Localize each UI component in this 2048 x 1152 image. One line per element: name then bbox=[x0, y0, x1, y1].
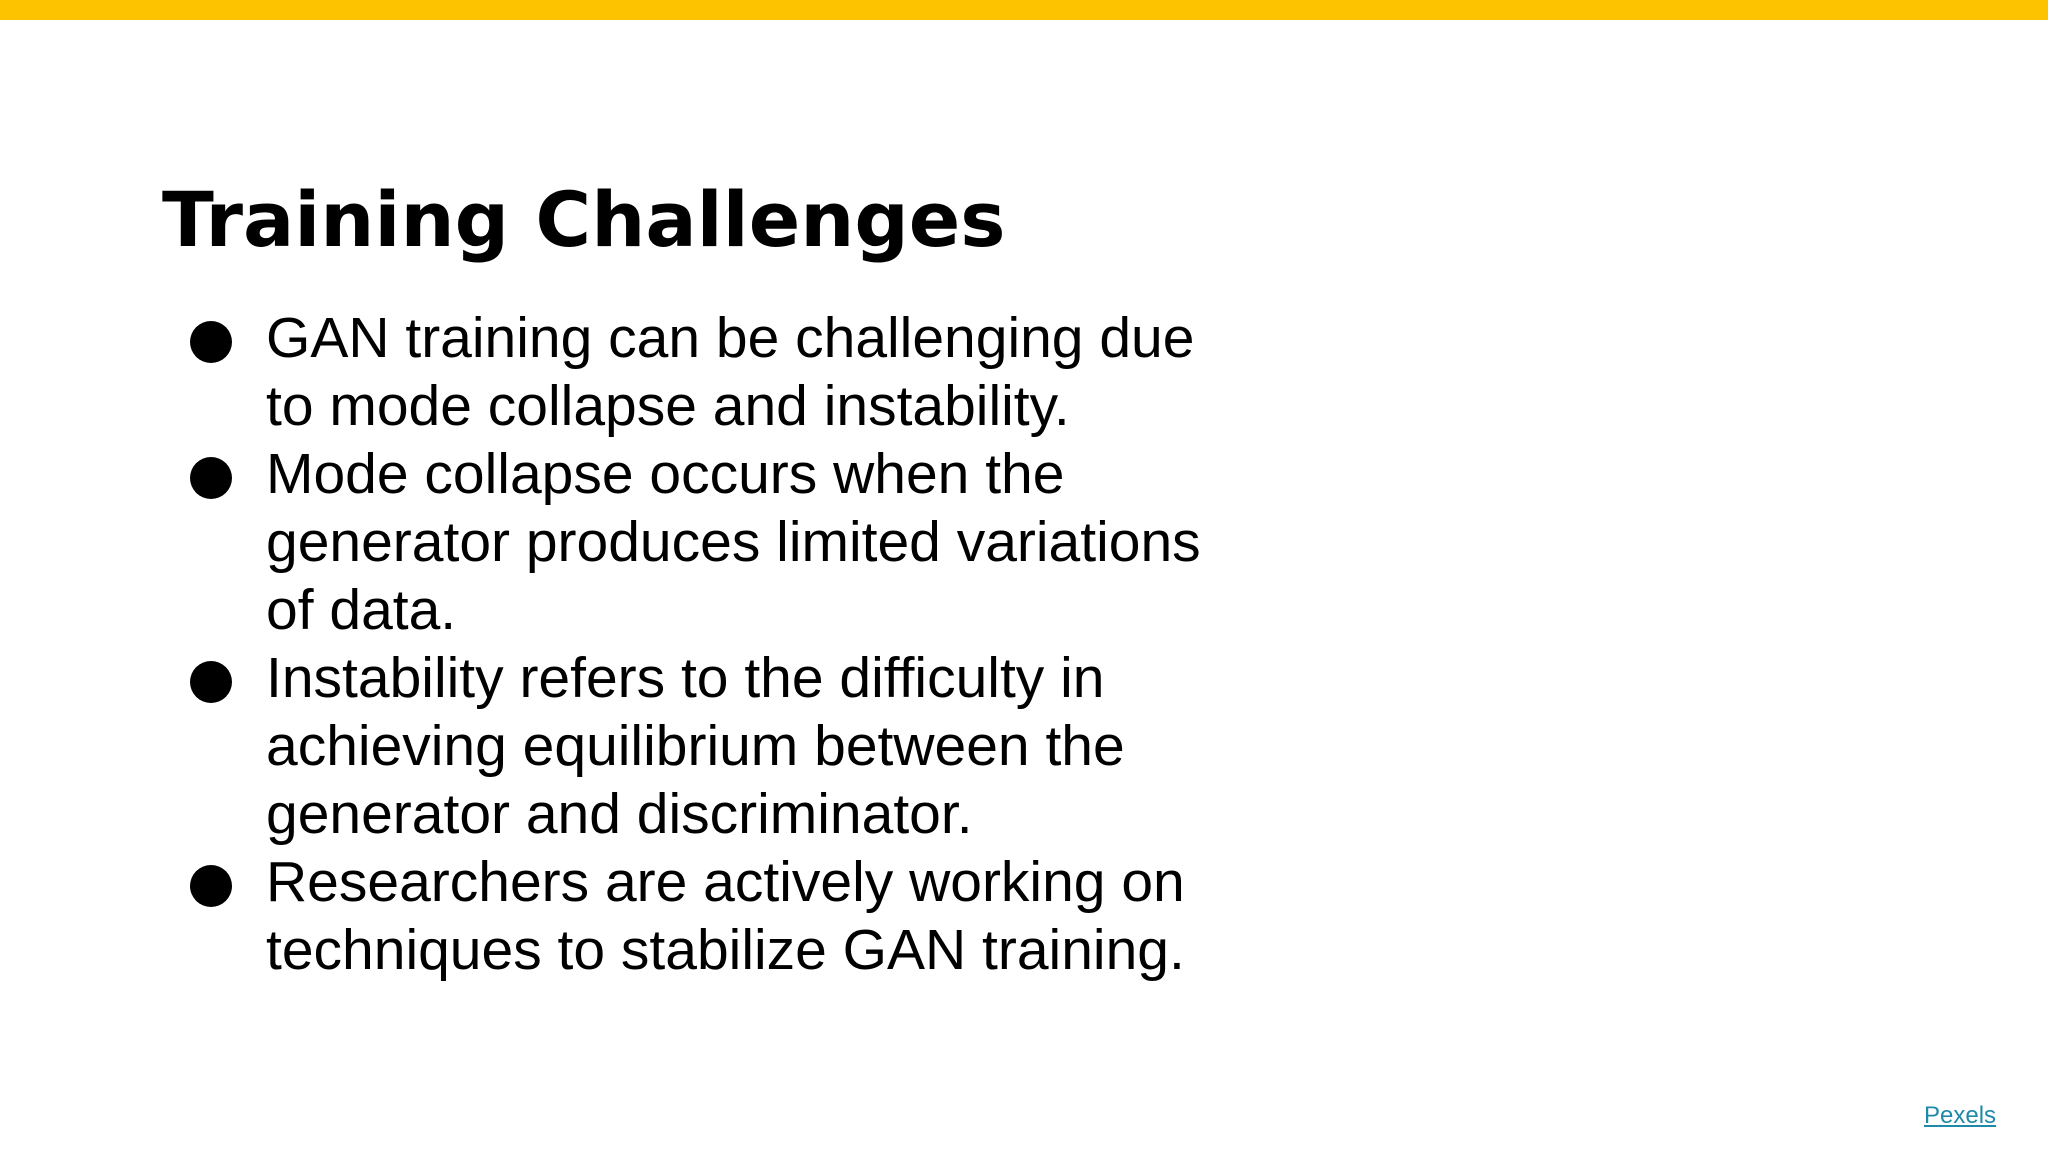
pexels-credit-link[interactable]: Pexels bbox=[1924, 1102, 1997, 1129]
bullet-dot-icon bbox=[190, 321, 232, 363]
bullet-item bbox=[188, 304, 1208, 440]
accent-bar bbox=[0, 0, 2048, 20]
bullet-dot-icon bbox=[190, 865, 232, 907]
bullet-item bbox=[188, 644, 1208, 848]
bullet-list bbox=[188, 304, 1208, 984]
bullet-dot-icon bbox=[190, 457, 232, 499]
bullet-text: Mode collapse occurs when the generator produces limited variations of data. bbox=[266, 442, 1201, 642]
bullet-dot-icon bbox=[190, 661, 232, 703]
bullet-item bbox=[188, 848, 1208, 984]
bullet-text: Instability refers to the difficulty in achieving equilibrium between the generator and discriminator. bbox=[266, 646, 1125, 846]
slide-title: Training Challenges bbox=[162, 175, 1006, 264]
bullet-text: GAN training can be challenging due to mode collapse and instability. bbox=[266, 306, 1195, 438]
bullet-item bbox=[188, 440, 1208, 644]
bullet-text: Researchers are actively working on techniques to stabilize GAN training. bbox=[266, 850, 1185, 982]
